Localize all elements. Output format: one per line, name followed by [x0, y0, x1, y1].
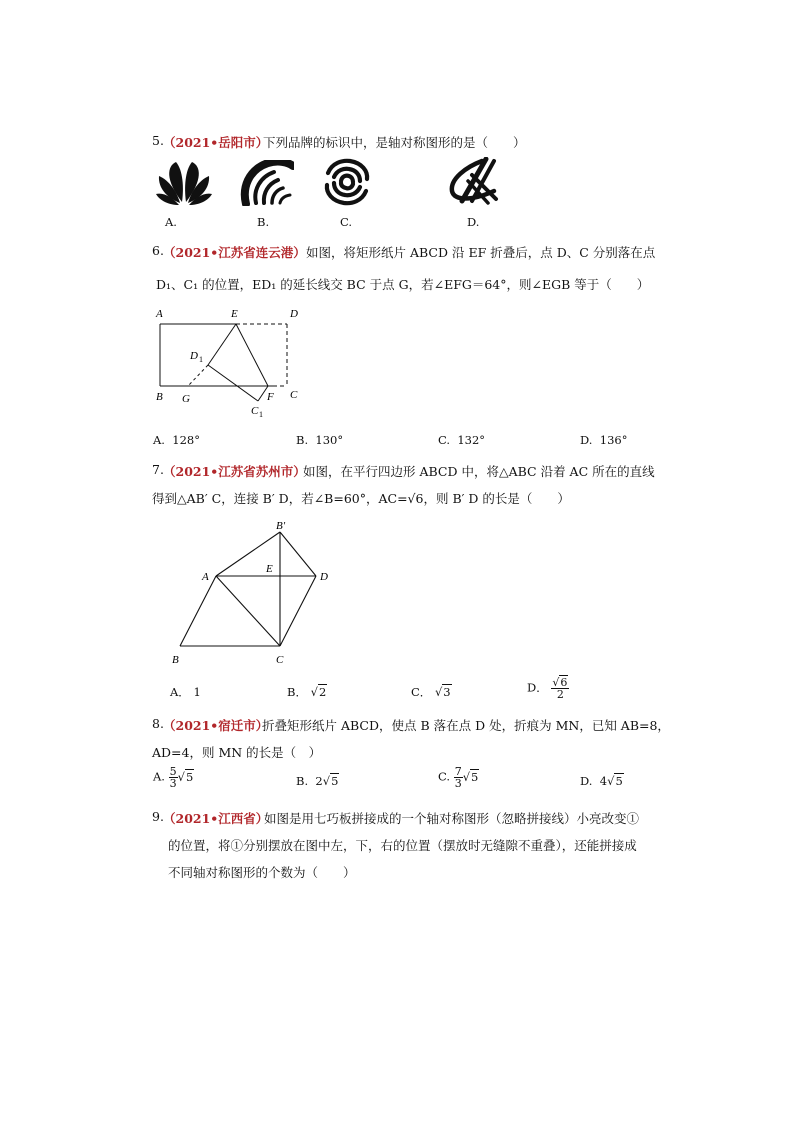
sqrt-icon — [311, 685, 318, 699]
q9-number: 9. — [152, 809, 164, 824]
q8-option-b-radicand: 5 — [331, 774, 339, 788]
q9-stem-line2: 的位置，将①分别摆放在图中左，下，右的位置（摆放时无缝隙不重叠），还能拼接成 — [168, 838, 637, 853]
q7-label-bprime: B′ — [276, 520, 286, 532]
q6-stem-line1: 如图，将矩形纸片 ABCD 沿 EF 折叠后，点 D、C 分别落在点 — [306, 245, 656, 260]
q6-label-e: E — [231, 308, 238, 320]
q7-option-c-letter: C． — [411, 685, 432, 699]
q7-option-b-value: 2 — [318, 685, 327, 699]
q6-label-d: D — [290, 308, 298, 320]
q7-figure — [168, 513, 338, 669]
q6-label-d1: D — [190, 350, 198, 362]
q5-stem: 下列品牌的标识中，是轴对称图形的是（ ） — [263, 135, 526, 150]
q6-option-a-letter: A. — [153, 433, 165, 447]
huawei-logo-icon — [155, 160, 213, 206]
q7-option-d-fraction — [551, 677, 569, 700]
q6-option-c[interactable] — [438, 433, 485, 447]
q7-option-d[interactable] — [527, 677, 569, 700]
q8-option-d-radicand: 5 — [615, 774, 623, 788]
q5-source: （2021•岳阳市） — [163, 135, 269, 150]
q8-option-d-coef: 4 — [599, 774, 608, 788]
q7-stem-line1: 如图，在平行四边形 ABCD 中，将△ABC 沿着 AC 所在的直线 — [303, 464, 655, 479]
q7-label-e: E — [266, 563, 273, 575]
brand-arc-logo-icon — [238, 160, 294, 206]
q8-option-d-letter: D. — [580, 774, 593, 788]
q7-number: 7. — [152, 462, 164, 477]
q6-label-g: G — [182, 393, 190, 405]
q7-option-a-letter: A． — [170, 685, 190, 699]
q8-option-c-numerator: 7 — [454, 765, 462, 778]
q8-option-c-radicand: 5 — [471, 769, 479, 784]
q6-label-c1-sub: 1 — [259, 410, 263, 419]
q7-option-b[interactable] — [287, 684, 327, 700]
q5-option-d[interactable]: D. — [467, 215, 480, 229]
q7-label-b: B — [172, 654, 179, 666]
sqrt-icon — [178, 770, 185, 784]
q8-source: （2021•宿迁市） — [163, 718, 269, 733]
q8-option-c-letter: C. — [438, 769, 451, 784]
q6-label-c: C — [290, 389, 298, 401]
q7-option-c[interactable] — [411, 684, 452, 700]
q6-label-a: A — [156, 308, 163, 320]
q8-option-c-fraction — [454, 766, 463, 789]
q8-option-b[interactable] — [296, 774, 339, 788]
q6-label-d1-sub: 1 — [199, 355, 203, 364]
q6-option-b-letter: B. — [296, 433, 309, 447]
q7-stem-line2: 得到△AB′ C，连接 B′ D，若∠B=60°，AC=√6，则 B′ D 的长是（ ） — [152, 491, 570, 506]
q6-label-f: F — [267, 391, 274, 403]
q5-option-a[interactable]: A. — [165, 215, 177, 229]
q8-stem-line1: 折叠矩形纸片 ABCD，使点 B 落在点 D 处，折痕为 MN，已知 AB=8， — [262, 718, 670, 733]
q7-option-d-letter: D． — [527, 680, 548, 695]
sqrt-icon — [323, 774, 330, 788]
q6-label-b: B — [156, 391, 163, 403]
q7-option-b-letter: B． — [287, 685, 307, 699]
q8-option-b-letter: B. — [296, 774, 309, 788]
q9-stem-line3: 不同轴对称图形的个数为（ ） — [168, 865, 356, 880]
q7-label-d: D — [320, 571, 328, 583]
sqrt-icon — [463, 770, 470, 784]
q7-option-a[interactable] — [170, 684, 201, 700]
china-mobile-logo-icon — [322, 157, 372, 207]
q7-label-c: C — [276, 654, 284, 666]
q6-option-a[interactable] — [153, 433, 200, 447]
q5-option-c[interactable]: C. — [340, 215, 353, 229]
q6-option-b[interactable] — [296, 433, 343, 447]
q8-option-a[interactable] — [153, 766, 194, 789]
q6-option-c-letter: C. — [438, 433, 451, 447]
q8-stem-line2: AD=4，则 MN 的长是（ ） — [152, 745, 322, 760]
q6-source: （2021•江苏省连云港） — [163, 245, 306, 260]
q6-option-b-value: 130° — [315, 433, 344, 447]
q6-number: 6. — [152, 243, 164, 258]
q6-stem-line2: D₁、C₁ 的位置，ED₁ 的延长线交 BC 于点 G，若∠EFG＝64°，则∠EGB 等于（ ） — [156, 277, 650, 292]
q6-label-c1: C — [251, 405, 259, 417]
q6-figure — [150, 302, 310, 424]
q7-option-d-denominator: 2 — [556, 688, 564, 701]
q7-option-d-numerator: 6 — [560, 676, 568, 689]
q8-option-a-radicand: 5 — [185, 769, 194, 784]
q8-number: 8. — [152, 716, 164, 731]
q8-option-b-coef: 2 — [315, 774, 323, 788]
q8-option-c[interactable] — [438, 766, 479, 789]
q6-option-d-value: 136° — [599, 433, 628, 447]
q8-option-a-letter: A. — [153, 769, 165, 784]
q6-option-d-letter: D. — [580, 433, 593, 447]
q8-option-a-fraction — [169, 766, 178, 789]
q8-option-a-numerator: 5 — [169, 765, 177, 778]
q8-option-c-denominator: 3 — [454, 777, 462, 790]
q6-option-a-value: 128° — [172, 433, 200, 447]
q7-source: （2021•江苏省苏州市） — [163, 464, 306, 479]
q9-stem-line1: 如图是用七巧板拼接成的一个轴对称图形（忽略拼接线）小亮改变① — [264, 811, 640, 826]
swoosh-x-logo-icon — [442, 157, 502, 207]
q5-number: 5. — [152, 133, 164, 148]
q6-option-d[interactable] — [580, 433, 627, 447]
q5-option-b[interactable]: B. — [257, 215, 270, 229]
q8-option-d[interactable] — [580, 774, 624, 788]
q8-option-a-denominator: 3 — [169, 777, 177, 790]
q7-option-a-value: 1 — [193, 685, 201, 699]
q7-option-c-value: 3 — [443, 685, 451, 699]
q7-label-a: A — [202, 571, 209, 583]
q9-source: （2021•江西省） — [163, 811, 269, 826]
q6-option-c-value: 132° — [457, 433, 486, 447]
